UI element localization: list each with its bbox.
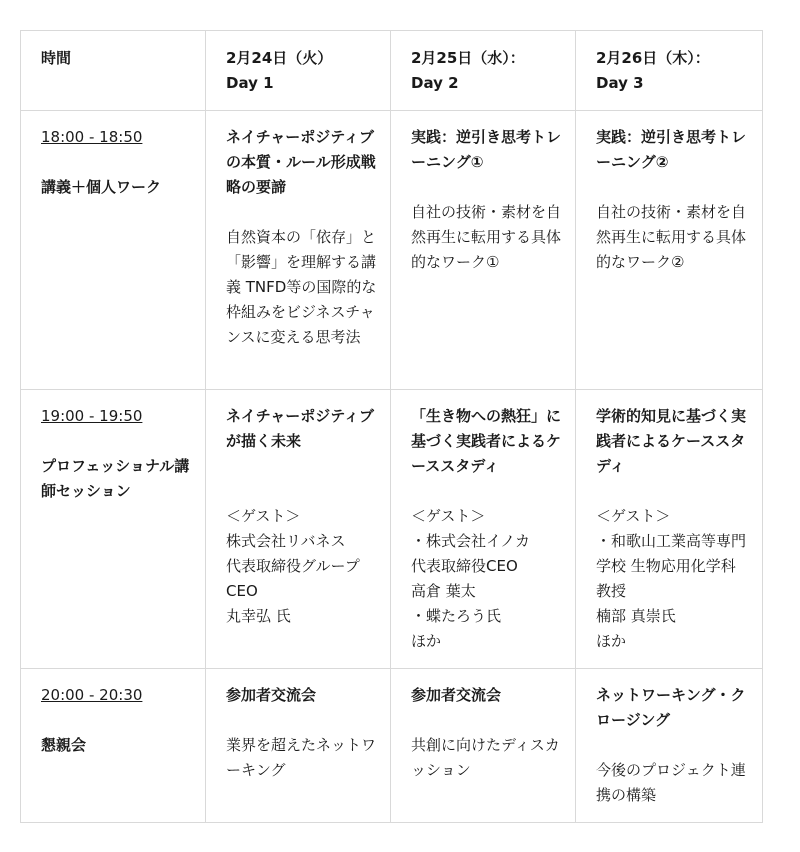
session-cell (206, 111, 391, 390)
session-title: 実践：逆引き思考トレーニング② (596, 128, 747, 171)
session-description: ＜ゲスト＞ ・株式会社イノカ 代表取締役CEO 高倉 葉太 ・蝶たろう氏 ほか (411, 507, 530, 650)
time-column-header: 時間 (21, 31, 206, 111)
day-date: 2月24日（火） (226, 49, 333, 67)
session-type: プロフェッショナル講師セッション (41, 457, 190, 500)
day-header-1 (206, 31, 391, 111)
session-title: 参加者交流会 (411, 686, 502, 704)
session-title: ネイチャーポジティブの本質・ルール形成戦略の要諦 (226, 128, 376, 196)
header-row (21, 31, 763, 111)
session-title: 学術的知見に基づく実践者によるケーススタディ (596, 407, 747, 475)
day-label: Day 3 (596, 74, 644, 92)
session-cell (391, 669, 576, 823)
session-description: 自社の技術・素材を自然再生に転用する具体的なワーク② (596, 203, 747, 271)
session-description: 自社の技術・素材を自然再生に転用する具体的なワーク① (411, 203, 562, 271)
time-slot: 20:00 - 20:30 (41, 686, 143, 704)
day-label: Day 1 (226, 74, 274, 92)
session-description: ＜ゲスト＞ 株式会社リバネス 代表取締役グループCEO 丸幸弘 氏 (226, 507, 360, 625)
day-header-2 (391, 31, 576, 111)
time-cell (21, 111, 206, 390)
session-title: ネットワーキング・クロージング (596, 686, 746, 729)
day-date: 2月25日（水）： (411, 49, 525, 67)
session-title: 参加者交流会 (226, 686, 317, 704)
session-type: 講義＋個人ワーク (41, 178, 162, 196)
day-header-3 (576, 31, 763, 111)
session-description: ＜ゲスト＞ ・和歌山工業高等専門学校 生物応用化学科 教授 楠部 真崇氏 ほか (596, 507, 747, 650)
session-title: ネイチャーポジティブが描く未来 (226, 407, 375, 450)
session-description: 今後のプロジェクト連携の構築 (596, 761, 746, 804)
session-cell (206, 390, 391, 669)
time-cell (21, 669, 206, 823)
session-cell (576, 390, 763, 669)
time-slot: 19:00 - 19:50 (41, 407, 143, 425)
time-slot: 18:00 - 18:50 (41, 128, 143, 146)
session-cell (391, 111, 576, 390)
day-date: 2月26日（木）： (596, 49, 710, 67)
session-title: 実践：逆引き思考トレーニング① (411, 128, 562, 171)
time-cell (21, 390, 206, 669)
day-label: Day 2 (411, 74, 459, 92)
session-cell (576, 669, 763, 823)
table-row (21, 669, 763, 823)
table-row (21, 390, 763, 669)
session-cell (206, 669, 391, 823)
session-description: 業界を超えたネットワーキング (226, 736, 377, 779)
session-description: 共創に向けたディスカッション (411, 736, 560, 779)
session-title: 「生き物への熱狂」に基づく実践者によるケーススタディ (411, 407, 562, 475)
session-cell (391, 390, 576, 669)
schedule-table (20, 30, 763, 823)
table-row (21, 111, 763, 390)
session-cell (576, 111, 763, 390)
session-type: 懇親会 (41, 736, 87, 754)
session-description: 自然資本の「依存」と「影響」を理解する講義 TNFD等の国際的な枠組みをビジネスチャンスに変える思考法 (226, 228, 377, 346)
